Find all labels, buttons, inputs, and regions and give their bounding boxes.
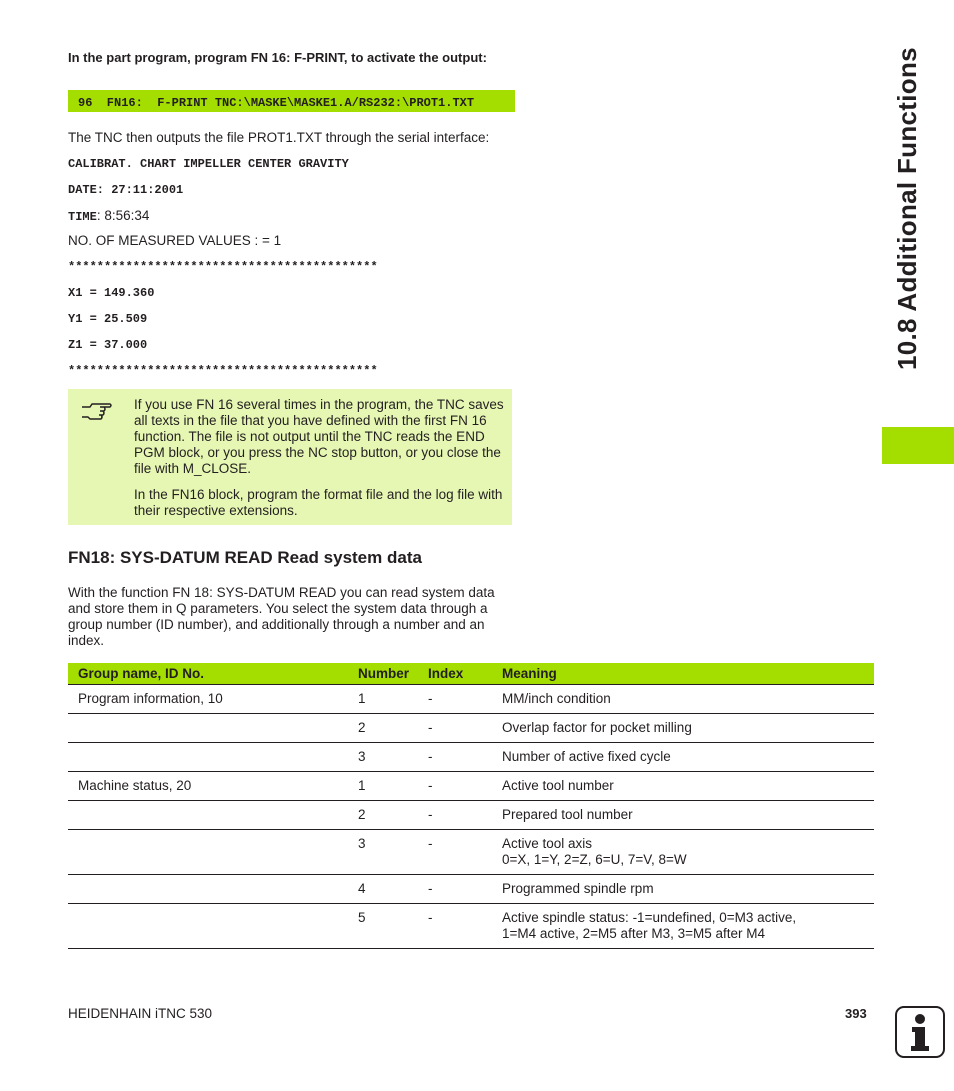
cell-meaning: Active tool axis 0=X, 1=Y, 2=Z, 6=U, 7=V, 8=W bbox=[492, 830, 874, 875]
time-value: : 8:56:34 bbox=[96, 208, 150, 223]
section-description: With the function FN 18: SYS-DATUM READ you can read system data and store them in Q parameters. You select the system data through a group number (ID number), and additionally through a number and an index. bbox=[68, 585, 495, 648]
cell-number: 3 bbox=[348, 830, 418, 875]
cell-index: - bbox=[418, 830, 492, 875]
cell-meaning: Active spindle status: -1=undefined, 0=M3 active, 1=M4 active, 2=M5 after M3, 3=M5 after M4 bbox=[492, 904, 874, 949]
cell-number: 4 bbox=[348, 875, 418, 904]
output-stars-top: ******************************************* bbox=[68, 260, 378, 274]
output-line-z1: Z1 = 37.000 bbox=[68, 338, 148, 352]
cell-meaning: MM/inch condition bbox=[492, 685, 874, 714]
header-index: Index bbox=[418, 663, 492, 685]
section-title: FN18: SYS-DATUM READ Read system data bbox=[68, 548, 422, 567]
cell-index: - bbox=[418, 875, 492, 904]
cell-meaning: Overlap factor for pocket milling bbox=[492, 714, 874, 743]
output-line-x1: X1 = 149.360 bbox=[68, 286, 155, 300]
cell-meaning: Active tool number bbox=[492, 772, 874, 801]
intro-instruction: In the part program, program FN 16: F-PRINT, to activate the output: bbox=[68, 50, 487, 65]
cell-number: 1 bbox=[348, 772, 418, 801]
cell-group bbox=[68, 904, 348, 949]
table-row bbox=[68, 830, 874, 875]
header-number: Number bbox=[348, 663, 418, 685]
output-line-y1: Y1 = 25.509 bbox=[68, 312, 148, 326]
cell-group bbox=[68, 714, 348, 743]
table-row bbox=[68, 714, 874, 743]
code-block bbox=[68, 90, 515, 112]
info-icon[interactable] bbox=[895, 1006, 945, 1058]
table-row bbox=[68, 904, 874, 949]
pointing-hand-icon bbox=[80, 397, 114, 423]
cell-number: 5 bbox=[348, 904, 418, 949]
cell-number: 2 bbox=[348, 714, 418, 743]
cell-meaning: Programmed spindle rpm bbox=[492, 875, 874, 904]
table-row bbox=[68, 772, 874, 801]
note-paragraph-1: If you use FN 16 several times in the program, the TNC saves all texts in the file that you have defined with the first FN 16 function. The file is not output until the TNC reads the END PGM block, or you press the NC stop button, or you close the file with M_CLOSE. bbox=[134, 397, 504, 476]
output-description: The TNC then outputs the file PROT1.TXT through the serial interface: bbox=[68, 130, 490, 145]
output-stars-bottom: ******************************************* bbox=[68, 364, 378, 378]
output-line-calibrat: CALIBRAT. CHART IMPELLER CENTER GRAVITY bbox=[68, 157, 349, 171]
header-meaning: Meaning bbox=[492, 663, 874, 685]
info-glyph bbox=[897, 1008, 943, 1056]
output-line-time bbox=[68, 207, 149, 225]
cell-index: - bbox=[418, 714, 492, 743]
chapter-tab-marker bbox=[882, 427, 954, 464]
table-row bbox=[68, 685, 874, 714]
page-number: 393 bbox=[845, 1006, 867, 1021]
cell-group bbox=[68, 801, 348, 830]
header-group: Group name, ID No. bbox=[68, 663, 348, 685]
cell-group: Program information, 10 bbox=[68, 685, 348, 714]
cell-index: - bbox=[418, 801, 492, 830]
cell-group bbox=[68, 743, 348, 772]
cell-group bbox=[68, 875, 348, 904]
cell-index: - bbox=[418, 685, 492, 714]
table-row bbox=[68, 875, 874, 904]
table-row bbox=[68, 801, 874, 830]
footer-product: HEIDENHAIN iTNC 530 bbox=[68, 1006, 213, 1021]
cell-group bbox=[68, 830, 348, 875]
cell-meaning: Number of active fixed cycle bbox=[492, 743, 874, 772]
time-label: TIME bbox=[68, 210, 97, 224]
cell-number: 2 bbox=[348, 801, 418, 830]
cell-index: - bbox=[418, 904, 492, 949]
cell-number: 3 bbox=[348, 743, 418, 772]
note-paragraph-2: In the FN16 block, program the format file and the log file with their respective extensions. bbox=[134, 487, 503, 518]
table-row bbox=[68, 743, 874, 772]
cell-number: 1 bbox=[348, 685, 418, 714]
cell-group: Machine status, 20 bbox=[68, 772, 348, 801]
cell-index: - bbox=[418, 772, 492, 801]
output-line-date: DATE: 27:11:2001 bbox=[68, 183, 184, 197]
code-line: 96 FN16: F-PRINT TNC:\MASKE\MASKE1.A/RS232:\PROT1.TXT bbox=[78, 96, 475, 110]
chapter-side-title-text: 10.8 Additional Functions bbox=[892, 47, 922, 370]
chapter-side-title bbox=[880, 40, 940, 370]
cell-index: - bbox=[418, 743, 492, 772]
output-line-measured: NO. OF MEASURED VALUES : = 1 bbox=[68, 233, 282, 248]
sys-datum-table bbox=[68, 663, 874, 949]
cell-meaning: Prepared tool number bbox=[492, 801, 874, 830]
note-box bbox=[68, 389, 512, 525]
